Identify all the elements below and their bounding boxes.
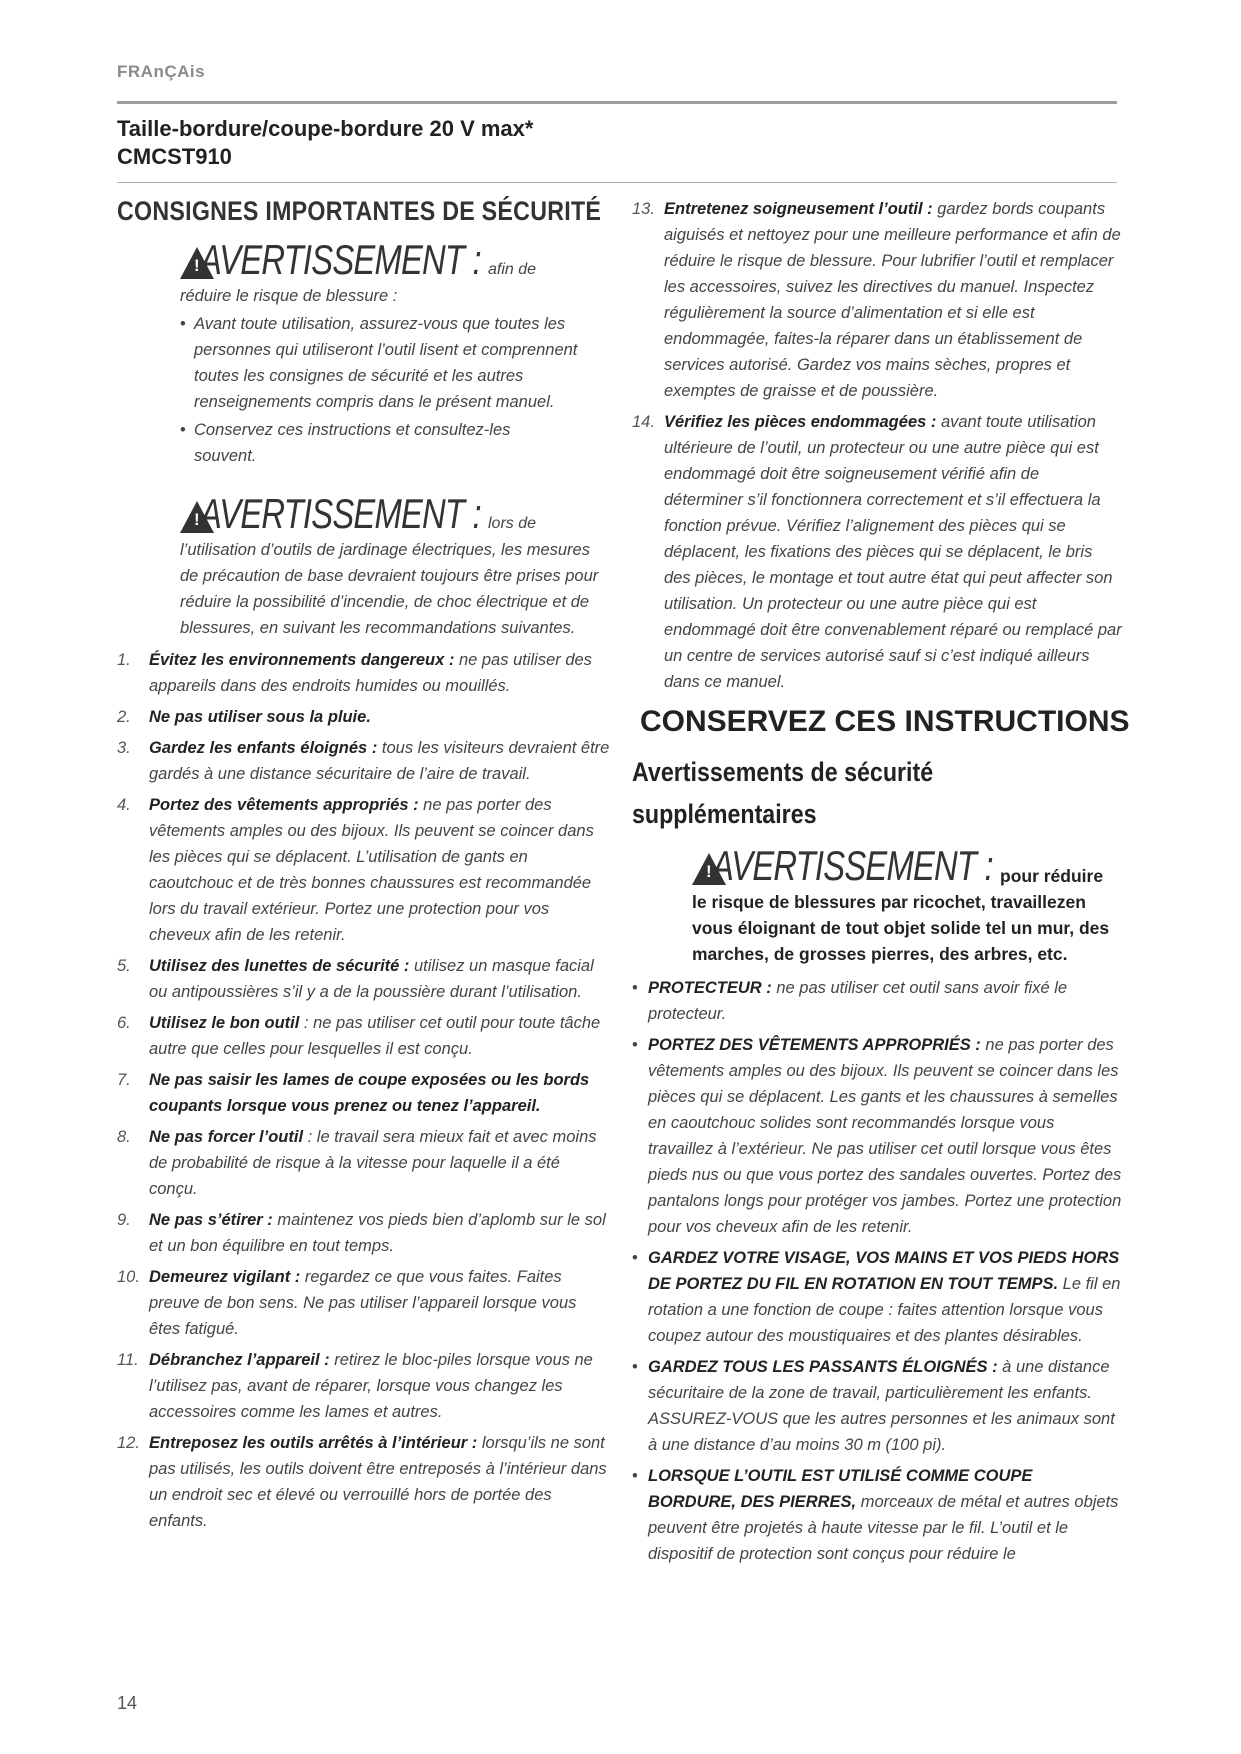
- warning-block-3: [692, 843, 1122, 967]
- list-item: • GARDEZ VOTRE VISAGE, VOS MAINS ET VOS PIEDS HORS DE PORTEZ DU FIL EN ROTATION EN TOUT TEMPS. Le fil en rotation a une fonction de coupe : faites attention lorsque vous coupez autour des moustiquaires et des plantes désirables.: [632, 1249, 1121, 1345]
- list-item: 2. Ne pas utiliser sous la pluie.: [117, 708, 371, 726]
- warning-word: AVERTISSEMENT :: [712, 842, 993, 889]
- product-name: Taille-bordure/coupe-bordure 20 V max*: [117, 116, 534, 141]
- title-rule: [117, 182, 1117, 183]
- list-item: 12. Entreposez les outils arrêtés à l’intérieur : lorsqu’ils ne sont pas utilisés, les outils doivent être entreposés à l’intérieur dans un endroit sec et élevé ou verrouillé hors de portée des enfants.: [117, 1434, 607, 1530]
- warning-word: AVERTISSEMENT :: [200, 490, 481, 537]
- warning-block-1: [180, 237, 612, 469]
- warning-lead: réduire le risque de blessure :: [180, 287, 398, 305]
- warning-triangle-icon: !: [692, 853, 726, 885]
- warning-triangle-icon: !: [180, 501, 214, 533]
- product-title: [117, 115, 533, 171]
- page-number: 14: [117, 1693, 138, 1713]
- safety-list-continued: [632, 196, 1122, 695]
- warning-bullet: • Avant toute utilisation, assurez-vous que toutes les personnes qui utiliseront l’outil lisent et comprennent toutes les consignes de sécurité et les autres renseignements compris dans le présent manuel.: [180, 315, 578, 411]
- list-item: 1. Évitez les environnements dangereux : ne pas utiliser des appareils dans des endroits humides ou mouillés.: [117, 651, 592, 695]
- list-item: 5. Utilisez des lunettes de sécurité : utilisez un masque facial ou antipoussières s’il y a de la poussière durant l’utilisation.: [117, 957, 594, 1001]
- warning-block-2: [180, 491, 612, 641]
- warning-bullet: • Conservez ces instructions et consultez-les souvent.: [180, 421, 511, 465]
- list-item: 10. Demeurez vigilant : regardez ce que vous faites. Faites preuve de bon sens. Ne pas utiliser l’appareil lorsque vous êtes fatigué.: [117, 1268, 577, 1338]
- warning-heading: [180, 237, 612, 283]
- list-item: 7. Ne pas saisir les lames de coupe exposées ou les bords coupants lorsque vous prenez ou tenez l’appareil.: [117, 1071, 590, 1115]
- warning-word: AVERTISSEMENT :: [200, 236, 481, 283]
- header-rule: [117, 101, 1117, 104]
- list-item: • LORSQUE L’OUTIL EST UTILISÉ COMME COUPE BORDURE, DES PIERRES, morceaux de métal et autres objets peuvent être projetés à haute vitesse par le fil. L’outil et le dispositif de protection sont conçus pour réduire le: [632, 1467, 1119, 1563]
- list-item: 9. Ne pas s’étirer : maintenez vos pieds bien d’aplomb sur le sol et un bon équilibre en tout temps.: [117, 1211, 606, 1255]
- warning-tail: lors de: [488, 515, 537, 532]
- list-item: 11. Débranchez l’appareil : retirez le bloc-piles lorsque vous ne l’utilisez pas, avant de réparer, lorsque vous changez les accessoires comme les lames et autres.: [117, 1351, 593, 1421]
- list-item: 6. Utilisez le bon outil : ne pas utiliser cet outil pour toute tâche autre que celles pour lesquelles il est conçu.: [117, 1014, 601, 1058]
- right-column: [632, 196, 1130, 1572]
- product-model: CMCST910: [117, 144, 232, 169]
- left-column: [117, 196, 612, 1539]
- keep-instructions-title: CONSERVEZ CES INSTRUCTIONS: [640, 705, 1130, 738]
- list-item: 13. Entretenez soigneusement l’outil : gardez bords coupants aiguisés et nettoyez pour une meilleure performance et afin de réduire le risque de blessure. Pour lubrifier l’outil et remplacer les accessoires, suivez les directives du manuel. Inspectez régulièrement la source d’alimentation et si elle est endommagée, faites-la réparer dans un établissement de services autorisé. Gardez vos mains sèches, propres et exemptes de graisse et de poussière.: [632, 200, 1121, 400]
- warning-heading: [692, 843, 1122, 889]
- list-item: 14. Vérifiez les pièces endommagées : avant toute utilisation ultérieure de l’outil, un protecteur ou une autre pièce qui est endommagé doit être soigneusement vérifié afin de déterminer s’il fonctionnera correctement et s’il effectuera la fonction prévue. Vérifiez l’alignement des pièces qui se déplacent, les fixations des pièces qui se déplacent, le bris des pièces, le montage et tout autre état qui peut affecter son utilisation. Un protecteur ou une autre pièce qui est endommagé doit être convenablement réparé ou remplacé par un centre de services autorisé sauf si c’est indiqué ailleurs dans ce manuel.: [632, 413, 1122, 691]
- list-item: 3. Gardez les enfants éloignés : tous les visiteurs devraient être gardés à une distance sécuritaire de l’aire de travail.: [117, 739, 610, 783]
- warning-triangle-icon: !: [180, 247, 214, 279]
- additional-warnings-list: [632, 975, 1122, 1567]
- warning-text: l’utilisation d’outils de jardinage électriques, les mesures de précaution de base devraient toujours être prises pour réduire la possibilité d’incendie, de choc électrique et de blessures, en suivant les recommandations suivantes.: [180, 541, 599, 637]
- warning-tail: pour réduire: [1000, 866, 1104, 886]
- list-item: • GARDEZ TOUS LES PASSANTS ÉLOIGNÉS : à une distance sécuritaire de la zone de travail, particulièrement les enfants. ASSUREZ-VOUS que les autres personnes et les animaux sont à une distance d’au moins 30 m (100 pi).: [632, 1358, 1115, 1454]
- additional-warnings-title: Avertissements de sécurité supplémentaires: [632, 757, 934, 829]
- warning-text: le risque de blessures par ricochet, travaillezen vous éloignant de tout objet solide tel un mur, des marches, de grosses pierres, des arbres, etc.: [692, 892, 1110, 964]
- section-title: CONSIGNES IMPORTANTES DE SÉCURITÉ: [117, 196, 602, 226]
- safety-list: [117, 647, 612, 1534]
- warning-tail: afin de: [488, 261, 537, 278]
- list-item: • PROTECTEUR : ne pas utiliser cet outil sans avoir fixé le protecteur.: [632, 979, 1068, 1023]
- language-label: FRAnÇAis: [117, 62, 206, 81]
- list-item: • PORTEZ DES VÊTEMENTS APPROPRIÉS : ne pas porter des vêtements amples ou des bijoux. Ils peuvent se coincer dans les pièces qui se déplacent. Les gants et les chaussures à semelles en caoutchouc solides sont recommandés lorsque vous travaillez à l’extérieur. Ne pas utiliser cet outil lorsque vous êtes pieds nus ou que vous portez des sandales ouvertes. Portez des pantalons longs pour protéger vos jambes. Portez une protection pour vos cheveux afin de les retenir.: [632, 1036, 1122, 1236]
- list-item: 4. Portez des vêtements appropriés : ne pas porter des vêtements amples ou des bijoux. Ils peuvent se coincer dans les pièces qui se déplacent. L’utilisation de gants en caoutchouc et de très bonnes chaussures est recommandée lors du travail extérieur. Portez une protection pour vos cheveux afin de les retenir.: [117, 796, 594, 944]
- list-item: 8. Ne pas forcer l’outil : le travail sera mieux fait et avec moins de probabilité de risque à la vitesse pour laquelle il a été conçu.: [117, 1128, 597, 1198]
- warning-heading: [180, 491, 612, 537]
